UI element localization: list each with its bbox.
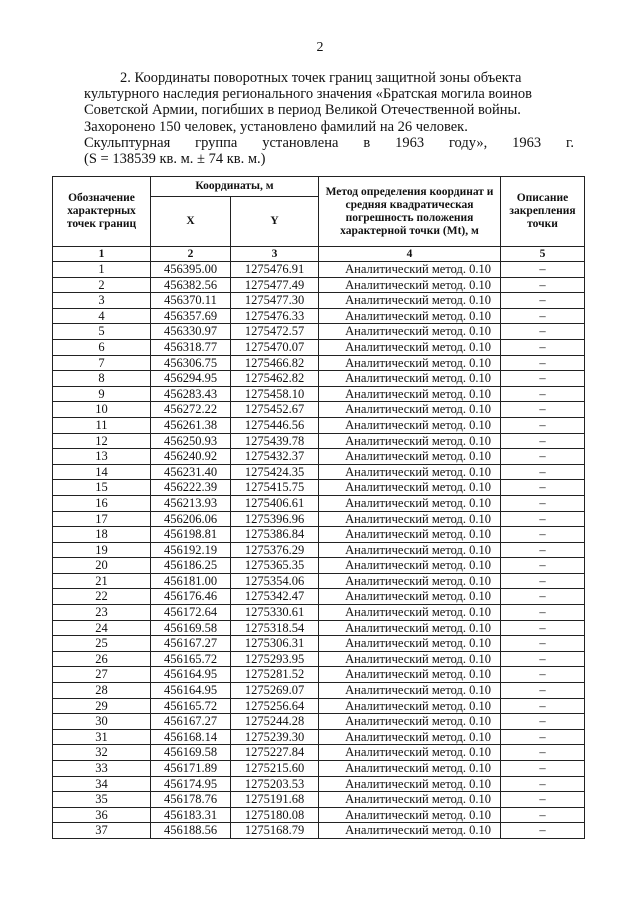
cell-x: 456206.06 — [151, 511, 231, 527]
cell-point-number: 32 — [53, 745, 151, 761]
cell-description: – — [501, 417, 585, 433]
intro-line-6: (S = 138539 кв. м. ± 74 кв. м.) — [84, 151, 266, 168]
cell-point-number: 17 — [53, 511, 151, 527]
cell-method: Аналитический метод. 0.10 — [319, 807, 501, 823]
cell-description: – — [501, 464, 585, 480]
cell-description: – — [501, 745, 585, 761]
cell-point-number: 16 — [53, 495, 151, 511]
table-row — [53, 823, 585, 839]
cell-x: 456192.19 — [151, 542, 231, 558]
cell-description: – — [501, 386, 585, 402]
cell-x: 456272.22 — [151, 402, 231, 418]
cell-description: – — [501, 620, 585, 636]
cell-description: – — [501, 324, 585, 340]
cell-point-number: 11 — [53, 417, 151, 433]
cell-y: 1275415.75 — [231, 480, 319, 496]
cell-description: – — [501, 776, 585, 792]
table-row — [53, 589, 585, 605]
cell-point-number: 24 — [53, 620, 151, 636]
table-row — [53, 714, 585, 730]
cell-point-number: 9 — [53, 386, 151, 402]
cell-y: 1275215.60 — [231, 761, 319, 777]
cell-y: 1275466.82 — [231, 355, 319, 371]
cell-method: Аналитический метод. 0.10 — [319, 714, 501, 730]
table-row — [53, 433, 585, 449]
cell-point-number: 20 — [53, 558, 151, 574]
intro-line-3: Советской Армии, погибших в период Великой Отечественной войны. — [84, 102, 521, 119]
cell-y: 1275244.28 — [231, 714, 319, 730]
cell-point-number: 14 — [53, 464, 151, 480]
cell-method: Аналитический метод. 0.10 — [319, 464, 501, 480]
cell-y: 1275470.07 — [231, 339, 319, 355]
cell-point-number: 15 — [53, 480, 151, 496]
cell-method: Аналитический метод. 0.10 — [319, 761, 501, 777]
cell-x: 456357.69 — [151, 308, 231, 324]
cell-y: 1275256.64 — [231, 698, 319, 714]
cell-y: 1275432.37 — [231, 449, 319, 465]
cell-y: 1275306.31 — [231, 636, 319, 652]
table-row — [53, 761, 585, 777]
cell-point-number: 30 — [53, 714, 151, 730]
cell-x: 456165.72 — [151, 698, 231, 714]
cell-x: 456176.46 — [151, 589, 231, 605]
cell-point-number: 13 — [53, 449, 151, 465]
table-row — [53, 683, 585, 699]
cell-method: Аналитический метод. 0.10 — [319, 792, 501, 808]
cell-method: Аналитический метод. 0.10 — [319, 449, 501, 465]
cell-x: 456370.11 — [151, 293, 231, 309]
cell-x: 456261.38 — [151, 417, 231, 433]
cell-method: Аналитический метод. 0.10 — [319, 729, 501, 745]
cell-method: Аналитический метод. 0.10 — [319, 667, 501, 683]
cell-point-number: 5 — [53, 324, 151, 340]
cell-method: Аналитический метод. 0.10 — [319, 823, 501, 839]
cell-description: – — [501, 683, 585, 699]
cell-y: 1275330.61 — [231, 605, 319, 621]
cell-y: 1275293.95 — [231, 651, 319, 667]
cell-description: – — [501, 651, 585, 667]
table-row — [53, 449, 585, 465]
cell-method: Аналитический метод. 0.10 — [319, 386, 501, 402]
cell-description: – — [501, 807, 585, 823]
table-row — [53, 308, 585, 324]
cell-x: 456222.39 — [151, 480, 231, 496]
cell-x: 456294.95 — [151, 371, 231, 387]
cell-method: Аналитический метод. 0.10 — [319, 417, 501, 433]
col-number-3: 3 — [231, 247, 319, 262]
cell-y: 1275227.84 — [231, 745, 319, 761]
cell-y: 1275458.10 — [231, 386, 319, 402]
cell-point-number: 28 — [53, 683, 151, 699]
table-row — [53, 745, 585, 761]
table-row — [53, 792, 585, 808]
table-row — [53, 698, 585, 714]
cell-x: 456330.97 — [151, 324, 231, 340]
cell-description: – — [501, 729, 585, 745]
cell-method: Аналитический метод. 0.10 — [319, 480, 501, 496]
cell-description: – — [501, 527, 585, 543]
cell-method: Аналитический метод. 0.10 — [319, 511, 501, 527]
cell-point-number: 1 — [53, 262, 151, 278]
table-row — [53, 636, 585, 652]
table-row — [53, 386, 585, 402]
table-row — [53, 417, 585, 433]
table-row — [53, 605, 585, 621]
cell-x: 456198.81 — [151, 527, 231, 543]
cell-point-number: 34 — [53, 776, 151, 792]
table-row — [53, 667, 585, 683]
col-number-2: 2 — [151, 247, 231, 262]
cell-y: 1275396.96 — [231, 511, 319, 527]
table-row — [53, 776, 585, 792]
col-number-5: 5 — [501, 247, 585, 262]
header-x: X — [151, 197, 231, 247]
cell-method: Аналитический метод. 0.10 — [319, 262, 501, 278]
coordinates-table — [52, 176, 585, 839]
table-row — [53, 262, 585, 278]
cell-description: – — [501, 714, 585, 730]
cell-y: 1275439.78 — [231, 433, 319, 449]
cell-method: Аналитический метод. 0.10 — [319, 293, 501, 309]
cell-y: 1275354.06 — [231, 573, 319, 589]
cell-x: 456240.92 — [151, 449, 231, 465]
cell-x: 456306.75 — [151, 355, 231, 371]
table-row — [53, 807, 585, 823]
cell-description: – — [501, 308, 585, 324]
cell-method: Аналитический метод. 0.10 — [319, 355, 501, 371]
cell-method: Аналитический метод. 0.10 — [319, 776, 501, 792]
cell-point-number: 29 — [53, 698, 151, 714]
cell-description: – — [501, 402, 585, 418]
cell-x: 456174.95 — [151, 776, 231, 792]
cell-x: 456171.89 — [151, 761, 231, 777]
cell-method: Аналитический метод. 0.10 — [319, 745, 501, 761]
table-row — [53, 573, 585, 589]
cell-x: 456382.56 — [151, 277, 231, 293]
cell-y: 1275191.68 — [231, 792, 319, 808]
table-row — [53, 495, 585, 511]
cell-method: Аналитический метод. 0.10 — [319, 339, 501, 355]
cell-method: Аналитический метод. 0.10 — [319, 277, 501, 293]
cell-x: 456188.56 — [151, 823, 231, 839]
cell-method: Аналитический метод. 0.10 — [319, 527, 501, 543]
cell-description: – — [501, 823, 585, 839]
header-y: Y — [231, 197, 319, 247]
header-point-designation: Обозначение характерных точек границ — [53, 177, 151, 247]
cell-point-number: 19 — [53, 542, 151, 558]
cell-y: 1275365.35 — [231, 558, 319, 574]
cell-method: Аналитический метод. 0.10 — [319, 558, 501, 574]
cell-description: – — [501, 667, 585, 683]
table-row — [53, 371, 585, 387]
cell-description: – — [501, 339, 585, 355]
cell-x: 456181.00 — [151, 573, 231, 589]
cell-description: – — [501, 262, 585, 278]
cell-x: 456169.58 — [151, 745, 231, 761]
cell-y: 1275281.52 — [231, 667, 319, 683]
cell-description: – — [501, 495, 585, 511]
header-coordinates: Координаты, м — [151, 177, 319, 197]
cell-point-number: 18 — [53, 527, 151, 543]
table-row — [53, 511, 585, 527]
cell-y: 1275318.54 — [231, 620, 319, 636]
cell-method: Аналитический метод. 0.10 — [319, 683, 501, 699]
col-number-4: 4 — [319, 247, 501, 262]
cell-method: Аналитический метод. 0.10 — [319, 589, 501, 605]
intro-line-2: культурного наследия регионального значения «Братская могила воинов — [84, 86, 533, 103]
cell-x: 456165.72 — [151, 651, 231, 667]
cell-description: – — [501, 698, 585, 714]
cell-y: 1275406.61 — [231, 495, 319, 511]
cell-point-number: 33 — [53, 761, 151, 777]
cell-y: 1275472.57 — [231, 324, 319, 340]
cell-point-number: 23 — [53, 605, 151, 621]
cell-point-number: 4 — [53, 308, 151, 324]
intro-line-4: Захоронено 150 человек, установлено фамилий на 26 человек. — [84, 118, 468, 135]
cell-y: 1275269.07 — [231, 683, 319, 699]
cell-method: Аналитический метод. 0.10 — [319, 371, 501, 387]
cell-point-number: 37 — [53, 823, 151, 839]
header-method: Метод определения координат и средняя квадратическая погрешность положения характерной точки (Mt), м — [319, 177, 501, 247]
cell-point-number: 25 — [53, 636, 151, 652]
cell-y: 1275476.91 — [231, 262, 319, 278]
cell-y: 1275452.67 — [231, 402, 319, 418]
cell-y: 1275386.84 — [231, 527, 319, 543]
cell-point-number: 12 — [53, 433, 151, 449]
cell-description: – — [501, 293, 585, 309]
cell-point-number: 21 — [53, 573, 151, 589]
page-number: 2 — [316, 40, 324, 55]
table-row — [53, 464, 585, 480]
cell-x: 456172.64 — [151, 605, 231, 621]
cell-x: 456186.25 — [151, 558, 231, 574]
cell-description: – — [501, 511, 585, 527]
intro-paragraph — [84, 70, 574, 167]
cell-point-number: 26 — [53, 651, 151, 667]
cell-y: 1275477.30 — [231, 293, 319, 309]
table-row — [53, 402, 585, 418]
cell-y: 1275203.53 — [231, 776, 319, 792]
cell-description: – — [501, 480, 585, 496]
intro-line-5: Скульптурная группа установлена в 1963 году», 1963 г. — [84, 134, 574, 151]
intro-line-1: 2. Координаты поворотных точек границ защитной зоны объекта — [120, 70, 522, 86]
cell-x: 456250.93 — [151, 433, 231, 449]
table-row — [53, 277, 585, 293]
cell-point-number: 2 — [53, 277, 151, 293]
table-row — [53, 651, 585, 667]
cell-description: – — [501, 605, 585, 621]
cell-description: – — [501, 433, 585, 449]
cell-point-number: 36 — [53, 807, 151, 823]
cell-description: – — [501, 761, 585, 777]
cell-method: Аналитический метод. 0.10 — [319, 495, 501, 511]
cell-method: Аналитический метод. 0.10 — [319, 542, 501, 558]
cell-description: – — [501, 792, 585, 808]
cell-y: 1275239.30 — [231, 729, 319, 745]
cell-method: Аналитический метод. 0.10 — [319, 698, 501, 714]
cell-method: Аналитический метод. 0.10 — [319, 308, 501, 324]
cell-method: Аналитический метод. 0.10 — [319, 324, 501, 340]
cell-method: Аналитический метод. 0.10 — [319, 620, 501, 636]
cell-x: 456169.58 — [151, 620, 231, 636]
cell-x: 456231.40 — [151, 464, 231, 480]
cell-description: – — [501, 542, 585, 558]
cell-point-number: 3 — [53, 293, 151, 309]
cell-method: Аналитический метод. 0.10 — [319, 636, 501, 652]
cell-x: 456164.95 — [151, 667, 231, 683]
cell-description: – — [501, 277, 585, 293]
cell-x: 456318.77 — [151, 339, 231, 355]
table-row — [53, 558, 585, 574]
cell-y: 1275424.35 — [231, 464, 319, 480]
cell-point-number: 10 — [53, 402, 151, 418]
cell-x: 456167.27 — [151, 714, 231, 730]
cell-y: 1275462.82 — [231, 371, 319, 387]
cell-description: – — [501, 355, 585, 371]
cell-x: 456164.95 — [151, 683, 231, 699]
table-row — [53, 542, 585, 558]
cell-point-number: 27 — [53, 667, 151, 683]
cell-point-number: 6 — [53, 339, 151, 355]
cell-description: – — [501, 589, 585, 605]
header-description: Описание закрепления точки — [501, 177, 585, 247]
cell-point-number: 35 — [53, 792, 151, 808]
table-row — [53, 355, 585, 371]
table-row — [53, 480, 585, 496]
table-row — [53, 620, 585, 636]
cell-x: 456178.76 — [151, 792, 231, 808]
cell-x: 456167.27 — [151, 636, 231, 652]
col-number-1: 1 — [53, 247, 151, 262]
cell-y: 1275477.49 — [231, 277, 319, 293]
cell-method: Аналитический метод. 0.10 — [319, 605, 501, 621]
cell-method: Аналитический метод. 0.10 — [319, 402, 501, 418]
table-row — [53, 527, 585, 543]
cell-point-number: 8 — [53, 371, 151, 387]
cell-x: 456283.43 — [151, 386, 231, 402]
cell-x: 456213.93 — [151, 495, 231, 511]
cell-description: – — [501, 636, 585, 652]
cell-method: Аналитический метод. 0.10 — [319, 573, 501, 589]
cell-y: 1275376.29 — [231, 542, 319, 558]
cell-method: Аналитический метод. 0.10 — [319, 651, 501, 667]
table-row — [53, 293, 585, 309]
cell-x: 456395.00 — [151, 262, 231, 278]
cell-description: – — [501, 573, 585, 589]
cell-point-number: 22 — [53, 589, 151, 605]
cell-description: – — [501, 449, 585, 465]
table-row — [53, 339, 585, 355]
cell-x: 456168.14 — [151, 729, 231, 745]
cell-y: 1275168.79 — [231, 823, 319, 839]
cell-point-number: 31 — [53, 729, 151, 745]
cell-x: 456183.31 — [151, 807, 231, 823]
cell-y: 1275446.56 — [231, 417, 319, 433]
cell-point-number: 7 — [53, 355, 151, 371]
cell-description: – — [501, 371, 585, 387]
cell-description: – — [501, 558, 585, 574]
cell-y: 1275342.47 — [231, 589, 319, 605]
table-row — [53, 729, 585, 745]
cell-y: 1275476.33 — [231, 308, 319, 324]
cell-method: Аналитический метод. 0.10 — [319, 433, 501, 449]
table-body — [53, 262, 585, 839]
table-row — [53, 324, 585, 340]
cell-y: 1275180.08 — [231, 807, 319, 823]
